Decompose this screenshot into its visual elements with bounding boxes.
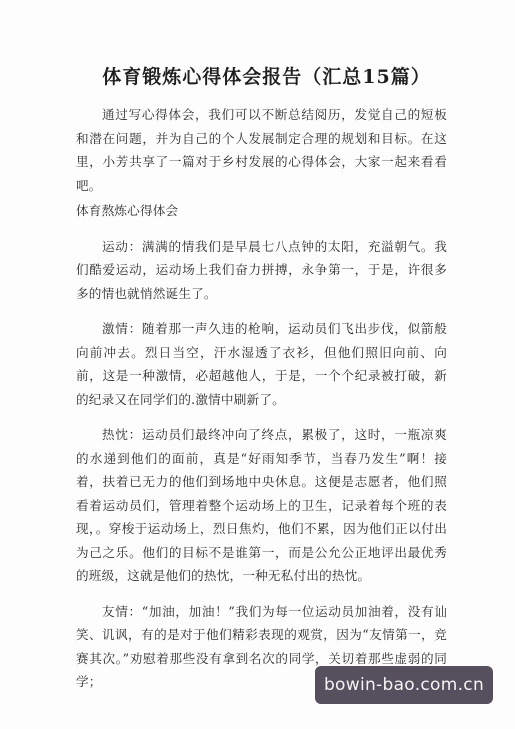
paragraph-friendship: 友情：“加油，加油！”我们为每一位运动员加油着，没有讪笑、讥讽，有的是对于他们精彩表现的观赏，因为“友情第一，竞赛其次。”劝慰着那些没有拿到名次的同学，关切着那些虚弱的同学； — [76, 603, 447, 689]
intro-paragraph: 通过写心得体会，我们可以不断总结阅历，发觉自己的短板和潜在问题，并为自己的个人发展制定合理的规划和目标。在这里，小芳共享了一篇对于乡村发展的心得体会，大家一起来看看吧。 — [76, 107, 447, 193]
paragraph-enthusiasm: 热忱：运动员们最终冲向了终点，累极了，这时，一瓶凉爽的水递到他们的面前，真是“好雨知季节，当春乃发生”啊！接着，扶着已无力的他们到场地中央休息。这便是志愿者，他们照看着运动员们，管理着整个运动场上的卫生，记录着每个班的表现，。穿梭于运动场上，烈日焦灼，他们不累，因为他们正以付出为己之乐。他们的目标不是谁第一，而是公允公正地评出最优秀的班级，这就是他们的热忱，一种无私付出的热忱。 — [76, 427, 447, 583]
paragraph-passion: 激情：随着那一声久违的枪响，运动员们飞出步伐，似箭般向前冲去。烈日当空，汗水湿透了衣衫，但他们照旧向前、向前，这是一种激情，必超越他人，于是，一个个纪录被打破，新的纪录又在同学们的.激情中刷新了。 — [76, 321, 447, 407]
section-heading: 体育熬炼心得体会 — [76, 203, 179, 218]
watermark-badge: bowin-bao.com.cn — [315, 666, 493, 704]
paragraph-sports: 运动：满满的情我们是早晨七八点钟的太阳，充溢朝气。我们酷爱运动，运动场上我们奋力拼搏，永争第一，于是，许很多多的情也就悄然诞生了。 — [76, 238, 447, 301]
document-title: 体育锻炼心得体会报告（汇总15篇） — [102, 66, 431, 88]
